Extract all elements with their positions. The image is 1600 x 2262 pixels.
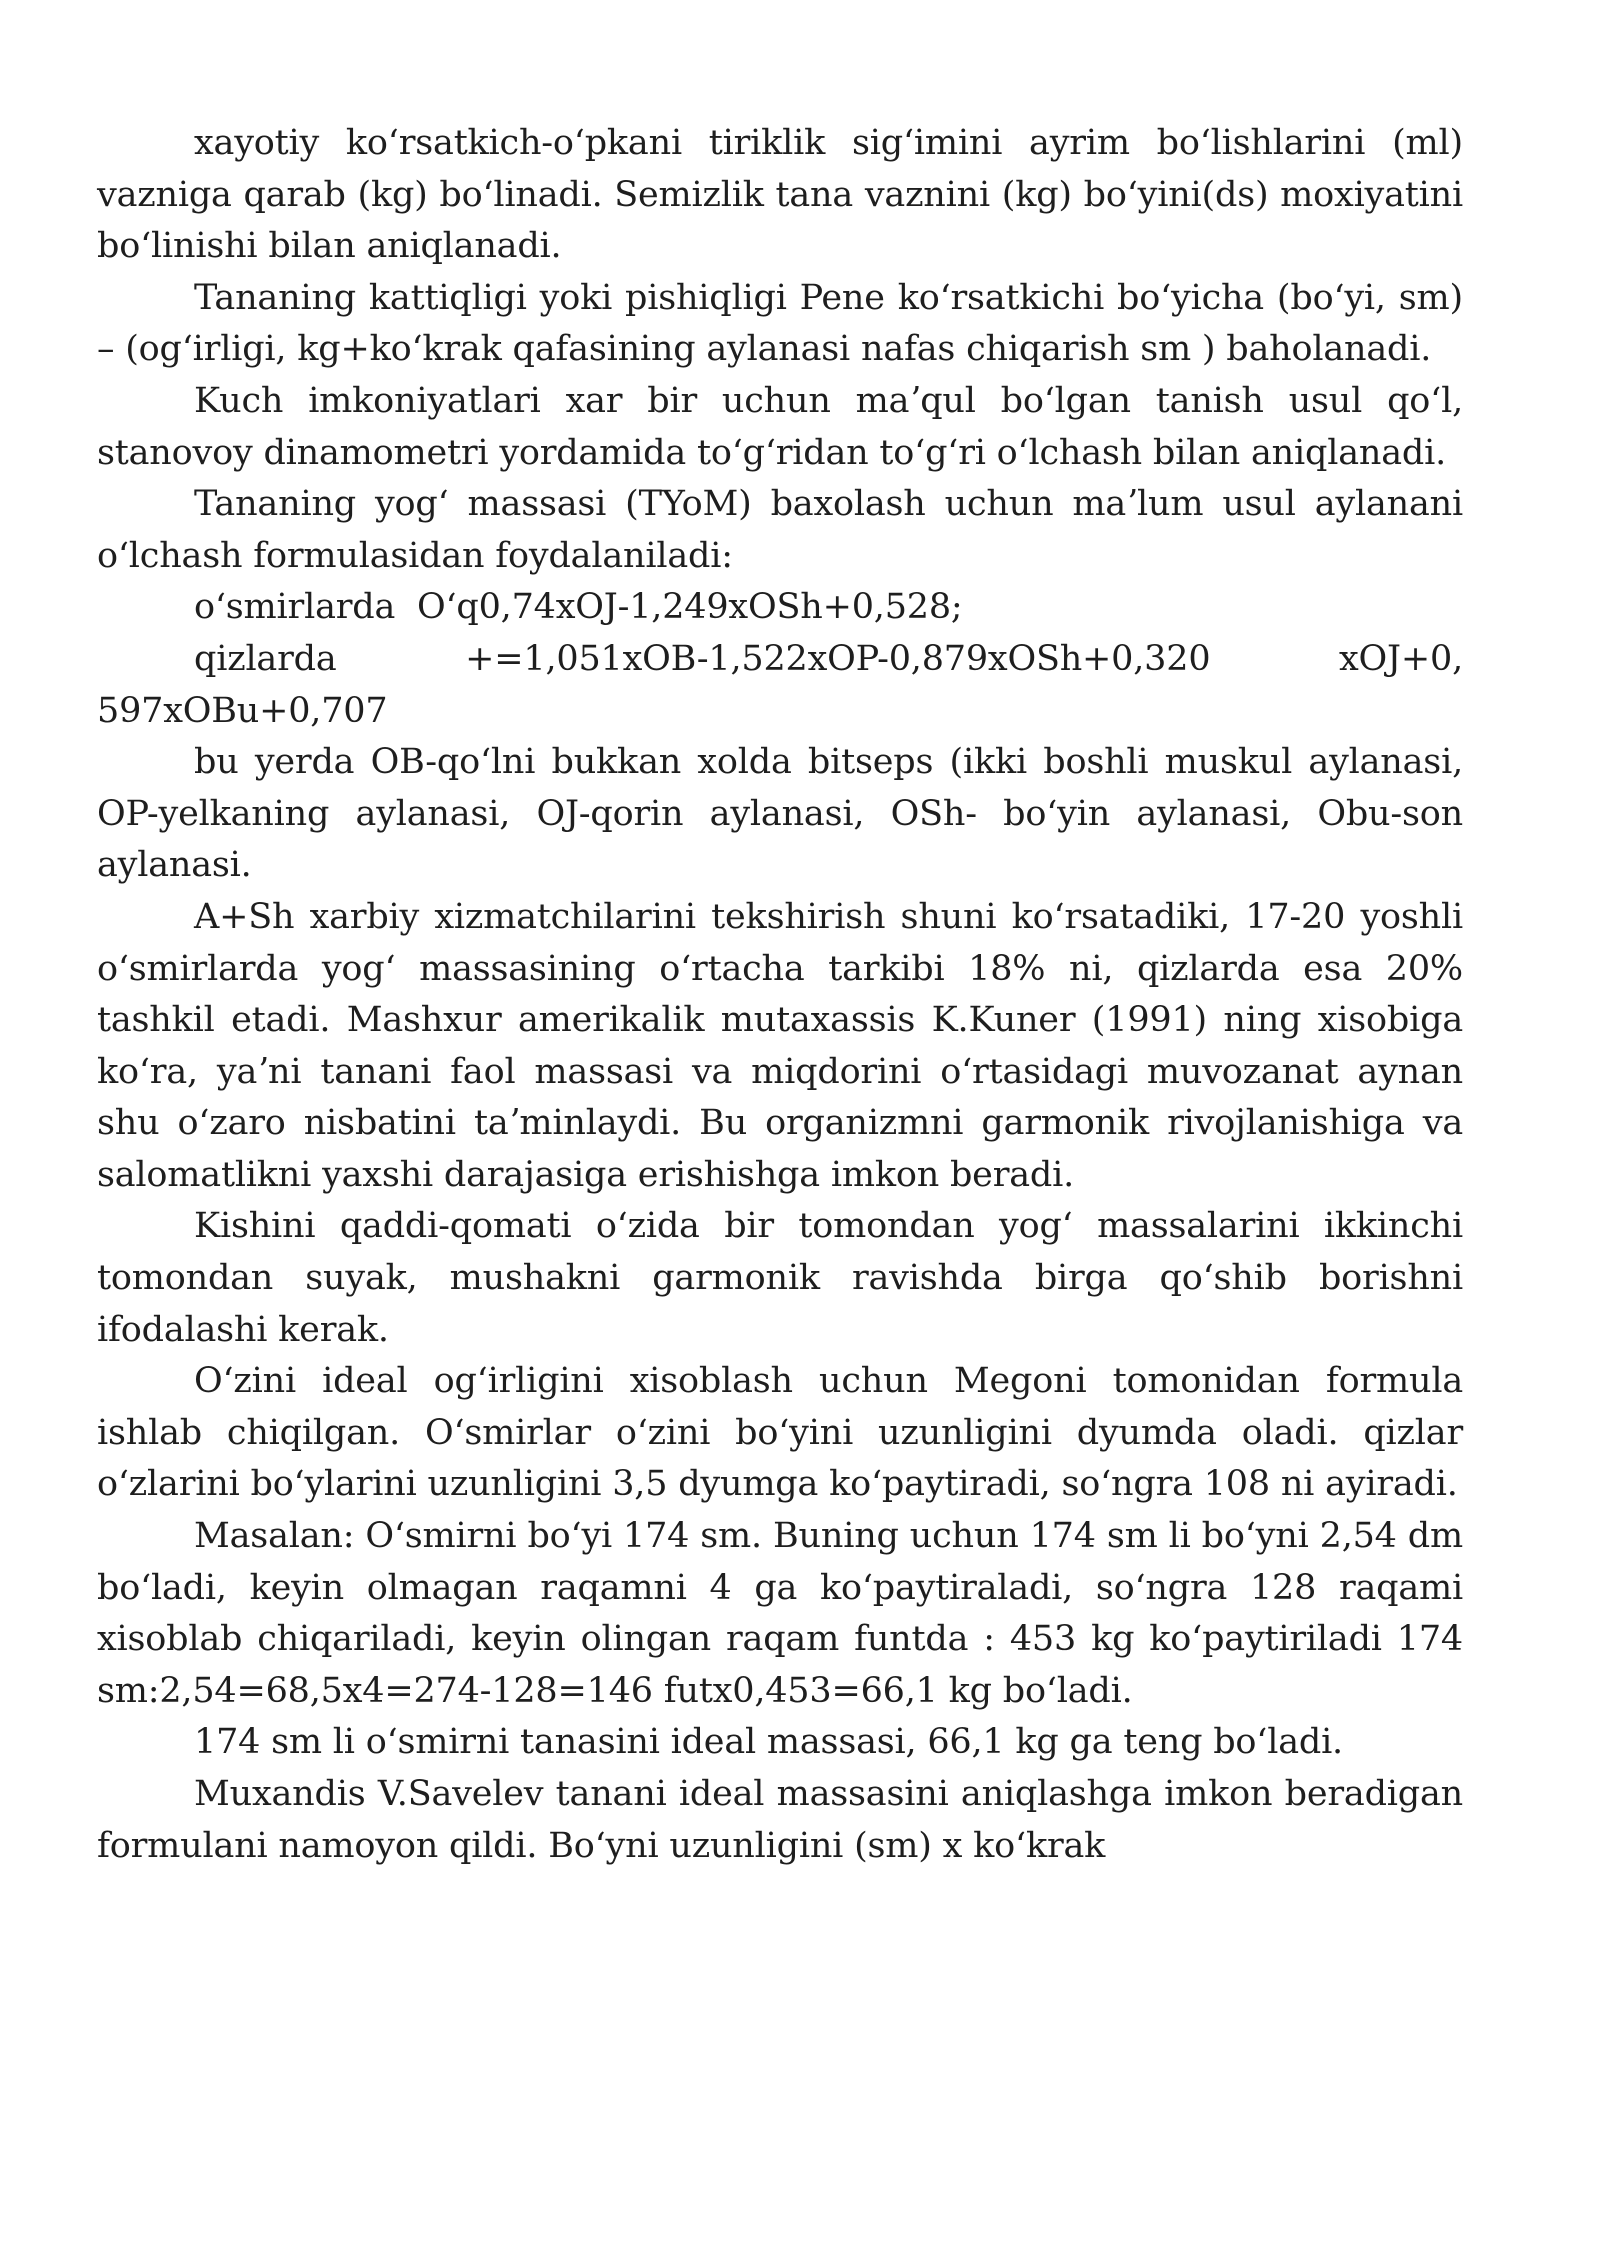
- formula-girls-main: +=1,051xOB-1,522xOP-0,879xOSh+0,320: [465, 638, 1211, 679]
- formula-girls-tail: xOJ+0,: [1339, 638, 1463, 679]
- formula-girls-continuation: 597xOBu+0,707: [97, 690, 388, 731]
- paragraph-3: Kuch imkoniyatlari xar bir uchun maʼqul boʻlgan tanish usul qoʻl, stanovoy dinamometri yordamida toʻgʻridan toʻgʻri oʻlchash bilan aniqlanadi.: [97, 380, 1463, 473]
- paragraph-8: Oʻzini ideal ogʻirligini xisoblash uchun Megoni tomonidan formula ishlab chiqilgan. Oʻsmirlar oʻzini boʻyini uzunligini dyumda oladi. qizlar oʻzlarini boʻylarini uzunligini 3,5 dyumga koʻpaytiradi, soʻngra 108 ni ayiradi.: [97, 1361, 1463, 1505]
- paragraph-11: Muxandis V.Savelev tanani ideal massasini aniqlashga imkon beradigan formulani namoyon qildi. Boʻyni uzunligini (sm) x koʻkrak: [97, 1774, 1463, 1866]
- paragraph-10: 174 sm li oʻsmirni tanasini ideal massasi, 66,1 kg ga teng boʻladi.: [194, 1722, 1343, 1763]
- paragraph-7: Kishini qaddi-qomati oʻzida bir tomondan yogʻ massalarini ikkinchi tomondan suyak, mushakni garmonik ravishda birga qoʻshib borishni ifodalashi kerak.: [97, 1206, 1463, 1350]
- paragraph-6: A+Sh xarbiy xizmatchilarini tekshirish shuni koʻrsatadiki, 17-20 yoshli oʻsmirlarda yogʻ massasining oʻrtacha tarkibi 18% ni, qizlarda esa 20% tashkil etadi. Mashxur amerikalik mutaxassis K.Kuner (1991) ning xisobiga koʻra, yaʼni tanani faol massasi va miqdorini oʻrtasidagi muvozanat aynan shu oʻzaro nisbatini taʼminlaydi. Bu organizmni garmonik rivojlanishiga va salomatlikni yaxshi darajasiga erishishga imkon beradi.: [97, 896, 1463, 1195]
- formula-girls: [97, 634, 1463, 737]
- formula-girls-label: qizlarda: [194, 638, 337, 679]
- paragraph-9: Masalan: Oʻsmirni boʻyi 174 sm. Buning uchun 174 sm li boʻyni 2,54 dm boʻladi, keyin olmagan raqamni 4 ga koʻpaytiraladi, soʻngra 128 raqami xisoblab chiqariladi, keyin olingan raqam funtda : 453 kg koʻpaytiriladi 174 sm:2,54=68,5x4=274-128=146 futx0,453=66,1 kg boʻladi.: [97, 1516, 1463, 1711]
- paragraph-2: Tananing kattiqligi yoki pishiqligi Pene koʻrsatkichi boʻyicha (boʻyi, sm) – (ogʻirligi, kg+koʻkrak qafasining aylanasi nafas chiqarish sm ) baholanadi.: [97, 277, 1463, 370]
- paragraph-1: xayotiy koʻrsatkich-oʻpkani tiriklik sigʻimini ayrim boʻlishlarini (ml) vazniga qarab (kg) boʻlinadi. Semizlik tana vaznini (kg) boʻyini(ds) moxiyatini boʻlinishi bilan aniqlanadi.: [97, 123, 1463, 267]
- paragraph-4: Tananing yogʻ massasi (TYoM) baxolash uchun maʼlum usul aylanani oʻlchash formulasidan foydalaniladi:: [97, 484, 1463, 576]
- formula-boys: oʻsmirlarda Oʻq0,74xOJ-1,249xOSh+0,528;: [194, 587, 963, 628]
- document-page: [97, 118, 1463, 1872]
- paragraph-5: bu yerda OB-qoʻlni bukkan xolda bitseps (ikki boshli muskul aylanasi, OP-yelkaning aylanasi, OJ-qorin aylanasi, OSh- boʻyin aylanasi, Obu-son aylanasi.: [97, 742, 1463, 886]
